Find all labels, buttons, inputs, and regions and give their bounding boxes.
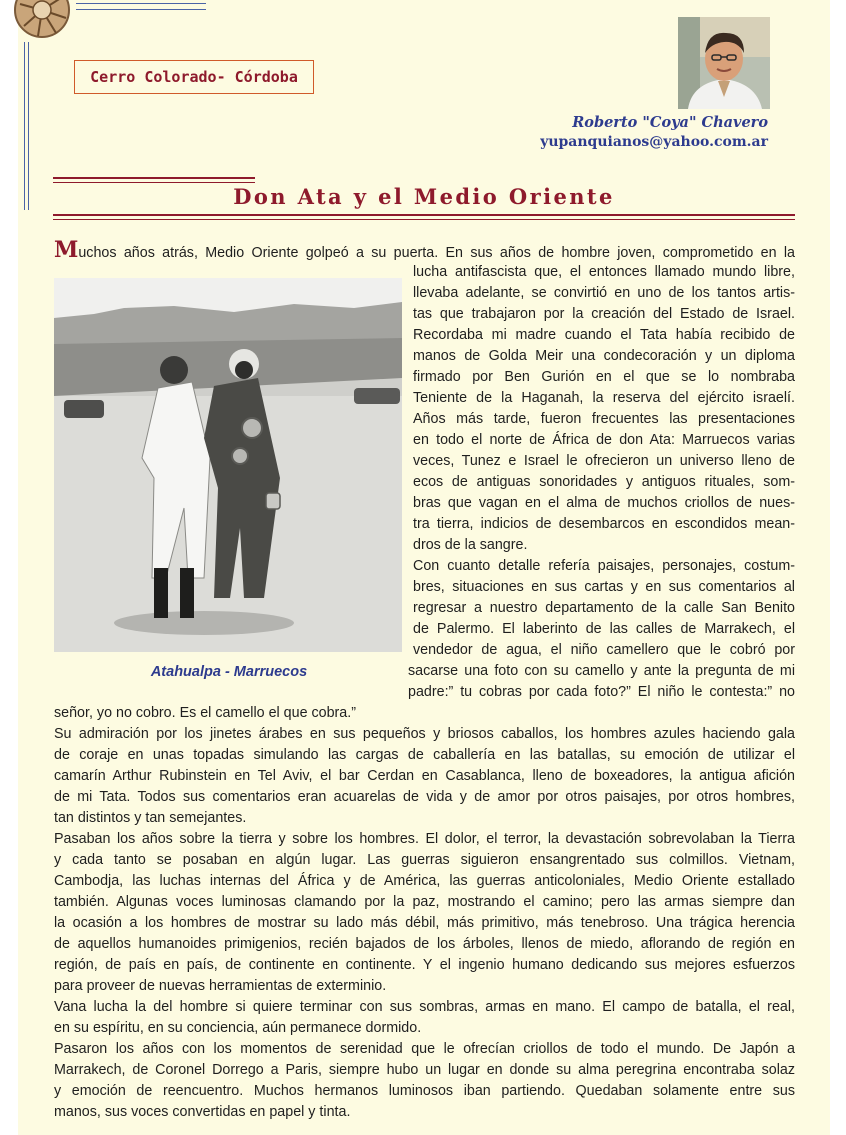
title-rule-bottom bbox=[53, 214, 795, 220]
author-portrait bbox=[678, 17, 770, 109]
text-line: la ocasión a los hombres de mostrar su lado más débil, más primitivo, más tenebroso. Una trágica herencia bbox=[54, 915, 795, 931]
text-line: y cada tanto se posaban en algún lugar. Las guerras siguieron ensangrentado sus colmillos. Vietnam, bbox=[54, 852, 795, 868]
text-line: tra tierra, indicios de desembarcos en escondidos mean- bbox=[413, 516, 795, 532]
text-line: tas que trabajaron por la creación del Estado de Israel. bbox=[413, 306, 795, 322]
text-line: llevaba adelante, se convirtió en uno de los tantos artis- bbox=[413, 285, 795, 301]
text-line: camarín Arthur Rubinstein en Tel Aviv, el bar Cerdan en Casablanca, lleno de boxeadores, la antigua afición bbox=[54, 768, 795, 784]
text-line: región, de país en país, de continente en continente. Y el ingenio humano dedicando sus mejores esfuerzos bbox=[54, 957, 795, 973]
text-line: Años más tarde, fueron frecuentes las presentaciones bbox=[413, 411, 795, 427]
text-line: manos, sus voces convertidas en papel y tinta. bbox=[54, 1104, 351, 1120]
text-line: de aquellos humanoides primigenios, recién bajados de los árboles, llenos de miedo, aflorando de región en bbox=[54, 936, 795, 952]
text-line: de Palermo. El laberinto de las calles de Marrakech, el bbox=[413, 621, 795, 637]
text-line: para proveer de nuevas herramientas de exterminio. bbox=[54, 978, 387, 994]
text-line: ecos de antiguas sonoridades y antiguos rituales, som- bbox=[413, 474, 795, 490]
photo-caption: Atahualpa - Marruecos bbox=[150, 664, 308, 680]
seashell-ornament-icon bbox=[14, 0, 72, 40]
drop-cap: M bbox=[54, 237, 79, 263]
text-line: de mi Tata. Todos sus comentarios eran acuarelas de vida y de amor por otros paisajes, por otros hombres, bbox=[54, 789, 795, 805]
author-email-link[interactable]: yupanquianos@yahoo.com.ar bbox=[540, 134, 768, 150]
author-name: Roberto "Coya" Chavero bbox=[572, 114, 768, 131]
text-line: vendedor de agua, el niño camellero que le cobró por bbox=[413, 642, 795, 658]
text-line: también. Algunas voces luminosas clamando por la paz, mostrando el camino; pero las armas siempre dan bbox=[54, 894, 795, 910]
text-line: Recordaba mi madre cuando el Tata había recibido de bbox=[413, 327, 795, 343]
text-line: Marrakech, de Coronel Dorrego a Paris, siempre hubo un lugar en donde su alma peregrina encontraba solaz bbox=[54, 1062, 795, 1078]
text-line: lucha antifascista que, el entonces llamado mundo libre, bbox=[413, 264, 795, 280]
text-line: Con cuanto detalle refería paisajes, personajes, costum- bbox=[413, 558, 795, 574]
text-line: regresar a nuestro departamento de la calle San Benito bbox=[413, 600, 795, 616]
text-line: en todo el norte de África de don Ata: Marruecos varias bbox=[413, 432, 795, 448]
location-label: Cerro Colorado- Córdoba bbox=[90, 68, 298, 86]
text-line: manos de Golda Meir una condecoración y un diploma bbox=[413, 348, 795, 364]
text-line: bras que vagan en el alma de muchos criollos de nues- bbox=[413, 495, 795, 511]
text-line: Vana lucha la del hombre si quiere terminar con sus sombras, armas en mano. El campo de batalla, el real, bbox=[54, 999, 795, 1015]
title-rule-top bbox=[53, 177, 255, 183]
text-line: y emoción de reencuentro. Muchos hermanos luminosos iban partiendo. Quedaban solamente entre sus bbox=[54, 1083, 795, 1099]
text-line: Muchos años atrás, Medio Oriente golpeó a su puerta. En sus años de hombre joven, comprometido en la bbox=[54, 237, 795, 263]
left-decorative-rule bbox=[24, 42, 29, 210]
location-box bbox=[74, 60, 314, 94]
text-line: Su admiración por los jinetes árabes en sus pequeños y briosos caballos, los hombres azules haciendo gala bbox=[54, 726, 795, 742]
text-line: Pasaban los años sobre la tierra y sobre los hombres. El dolor, el terror, la devastación sobrevolaban la Tierra bbox=[54, 831, 795, 847]
text-line: tan distintos y tan semejantes. bbox=[54, 810, 247, 826]
text-line: Cambodja, las luchas internas del África y de América, las guerras anticoloniales, Medio Oriente estallado bbox=[54, 873, 795, 889]
text-line: en su espíritu, en su conciencia, aún permanece dormido. bbox=[54, 1020, 422, 1036]
text-line: señor, yo no cobro. Es el camello el que cobra.” bbox=[54, 705, 356, 721]
text-line: dros de la sangre. bbox=[413, 537, 528, 553]
text-line: bres, situaciones en sus cartas y en sus comentarios al bbox=[413, 579, 795, 595]
text-line: Teniente de la Haganah, la reserva del ejército israelí. bbox=[413, 390, 795, 406]
text-line: sacarse una foto con su camello y ante la pregunta de mi bbox=[408, 663, 795, 679]
text-line: de coraje en unas topadas simulando las cargas de caballería en las batallas, su emoción de utilizar el bbox=[54, 747, 795, 763]
text-line: veces, Tunez e Israel le ofrecieron un universo lleno de bbox=[413, 453, 795, 469]
article-title: Don Ata y el Medio Oriente bbox=[233, 184, 615, 209]
text-line: firmado por Ben Gurión en el que se lo nombraba bbox=[413, 369, 795, 385]
text-line: padre:” tu cobras por cada foto?” El niño le contesta:” no bbox=[408, 684, 795, 700]
top-decorative-rule bbox=[76, 3, 206, 10]
article-photo bbox=[54, 278, 402, 652]
text-line: Pasaron los años con los momentos de serenidad que le ofrecían criollos de todo el mundo. De Japón a bbox=[54, 1041, 795, 1057]
